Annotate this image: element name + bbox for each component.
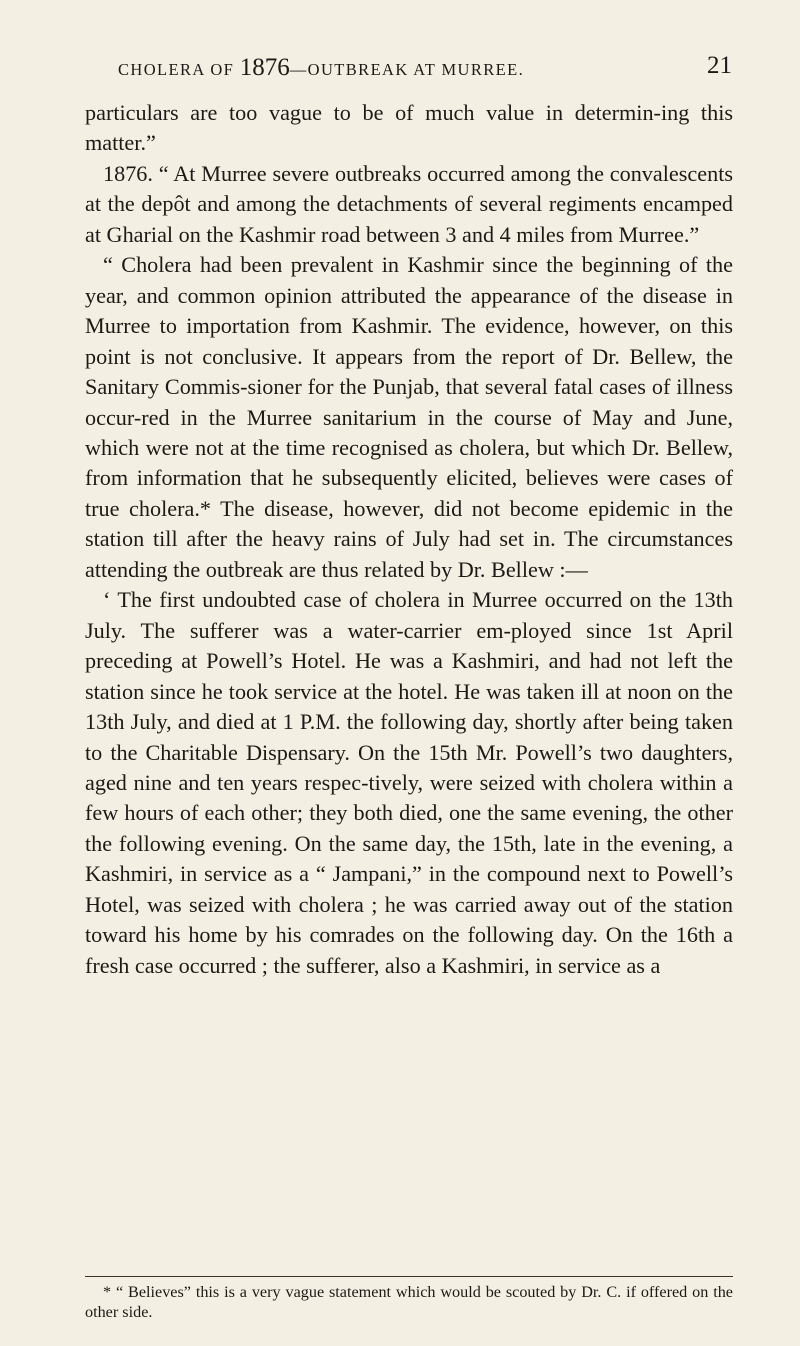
paragraph-first-case: ‘ The first undoubted case of cholera in Murree occurred on the 13th July. The sufferer was a water-carrier em-ployed since 1st April preceding at Powell’s Hotel. He was a Kashmiri, and had not left the station since he took service at the hotel. He was taken ill at noon on the 13th July, and died at 1 P.M. the following day, shortly after being taken to the Charitable Dispensary. On the 15th Mr. Powell’s two daughters, aged nine and ten years respec-tively, were seized with cholera within a few hours of each other; they both died, one the same evening, the other the following evening. On the same day, the 15th, late in the evening, a Kashmiri, in service as a “ Jampani,” in the compound next to Powell’s Hotel, was seized with cholera ; he was carried away out of the station toward his home by his comrades on the following day. On the 16th a fresh case occurred ; the sufferer, also a Kashmiri, in service as a bbox=[85, 587, 733, 978]
paragraph-continuation: particulars are too vague to be of much value in determin-ing this matter.” bbox=[85, 100, 733, 156]
paragraph-1876-outbreaks: 1876. “ At Murree severe outbreaks occurred among the convalescents at the depôt and among the detachments of several regiments encamped at Gharial on the Kashmir road between 3 and 4 miles from Murree.” bbox=[85, 160, 733, 247]
page-number: 21 bbox=[707, 52, 732, 79]
body-text bbox=[85, 98, 733, 981]
paragraph-cholera-kashmir: “ Cholera had been prevalent in Kashmir since the beginning of the year, and common opinion attributed the appearance of the disease in Murree to importation from Kashmir. The evidence, however, on this point is not conclusive. It appears from the report of Dr. Bellew, the Sanitary Commis-sioner for the Punjab, that several fatal cases of illness occur-red in the Murree sanitarium in the course of May and June, which were not at the time recognised as cholera, but which Dr. Bellew, from information that he subsequently elicited, believes were cases of true cholera.* The disease, however, did not become epidemic in the station till after the heavy rains of July had set in. The circumstances attending the outbreak are thus related by Dr. Bellew :— bbox=[85, 252, 733, 582]
footnote-divider bbox=[85, 1276, 733, 1277]
running-title-before: CHOLERA OF bbox=[118, 60, 240, 79]
running-head bbox=[100, 50, 750, 86]
running-title-year: 1876 bbox=[239, 54, 290, 81]
running-title bbox=[118, 54, 524, 82]
running-title-after: —OUTBREAK AT MURREE. bbox=[289, 60, 525, 79]
footnote-text: * “ Believes” this is a very vague statement which would be scouted by Dr. C. if offered on the other side. bbox=[85, 1283, 733, 1321]
footnote bbox=[85, 1282, 733, 1322]
